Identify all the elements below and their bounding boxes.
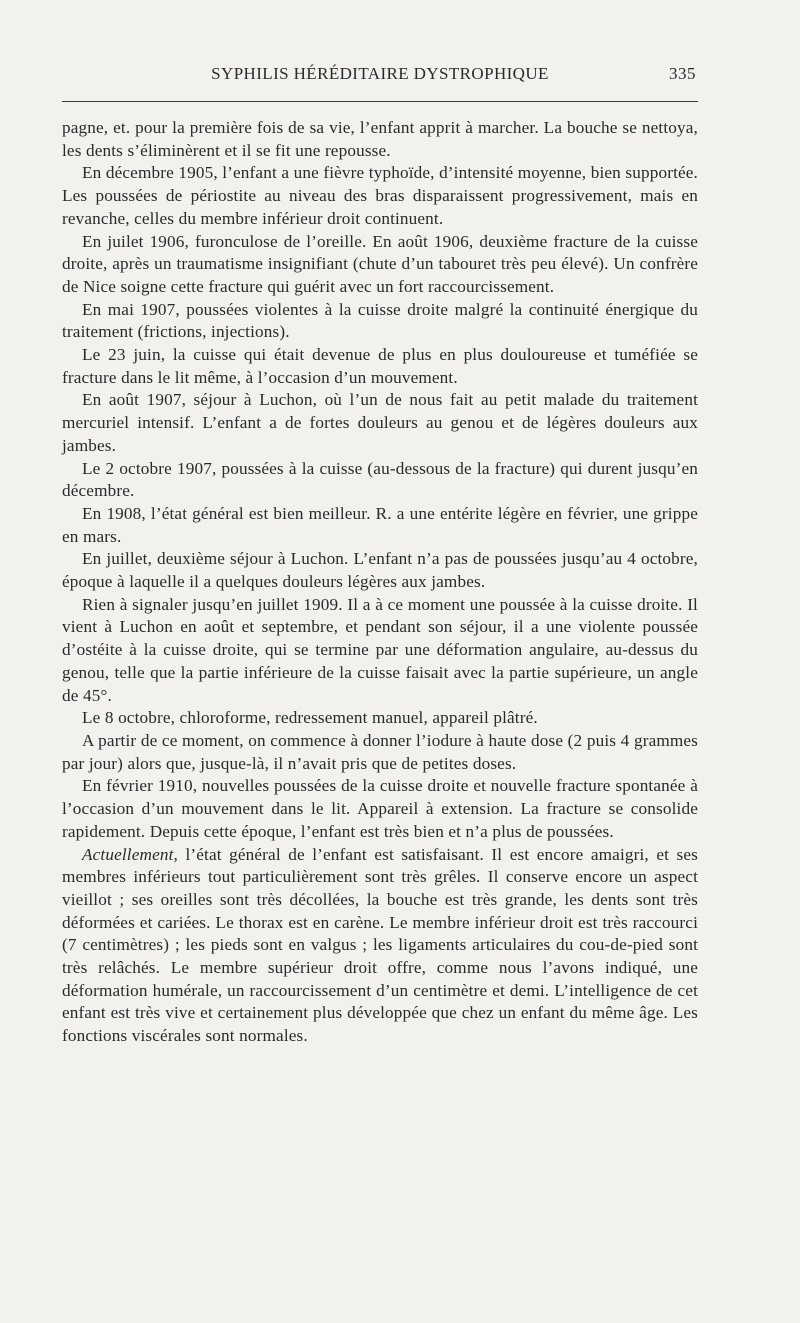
paragraph: En mai 1907, poussées violentes à la cuisse droite malgré la continuité énergique du traitement (frictions, injections).: [62, 299, 698, 342]
paragraph: Le 8 octobre, chloroforme, redressement manuel, appareil plâtré.: [82, 708, 538, 728]
paragraph: Le 23 juin, la cuisse qui était devenue de plus en plus douloureuse et tuméfiée se fracture dans le lit même, à l’occasion d’un mouvement.: [62, 345, 698, 387]
paragraph-rest: l’état général de l’enfant est satisfaisant. Il est encore amaigri, et ses membres inférieurs tout particulièrement sont très grêles. Il conserve encore un aspect vieillot ; ses oreilles sont très décollées, la bouche est très grande, les dents sont très déformées et cariées. Le thorax est en carène. Le membre inférieur droit est très raccourci (7 centimètres) ; les pieds sont en valgus ; les ligaments articulaires du cou-de-pied sont très relâchés. Le membre supérieur droit offre, comme nous l’avons indiqué, une déformation humérale, un raccourcissement d’un centimètre et demi. L’intelligence de cet enfant est très vive et certainement plus développée que chez un enfant du même âge. Les fonctions viscérales sont normales.: [62, 844, 698, 1046]
page-number: 335: [669, 64, 696, 83]
paragraph: Le 2 octobre 1907, poussées à la cuisse (au-dessous de la fracture) qui durent jusqu’en décembre.: [62, 458, 698, 501]
paragraph-lead: Actuellement,: [82, 844, 178, 864]
paragraph: En août 1907, séjour à Luchon, où l’un de nous fait au petit malade du traitement mercuriel intensif. L’enfant a de fortes douleurs au genou et de légères douleurs aux jambes.: [62, 390, 698, 455]
paragraph: En juillet, deuxième séjour à Luchon. L’enfant n’a pas de poussées jusqu’au 4 octobre, époque à laquelle il a quelques douleurs légères aux jambes.: [62, 549, 698, 592]
paragraph: En décembre 1905, l’enfant a une fièvre typhoïde, d’intensité moyenne, bien supportée. Les poussées de périostite au niveau des bras disparaissent progressivement, mais en revanche, celles du membre inférieur droit continuent.: [62, 163, 698, 228]
paragraph: En juilet 1906, furonculose de l’oreille. En août 1906, deuxième fracture de la cuisse droite, après un traumatisme insignifiant (chute d’un tabouret très peu élevé). Un confrère de Nice soigne cette fracture qui guérit avec un fort raccourcissement.: [62, 231, 698, 296]
paragraph: pagne, et. pour la première fois de sa vie, l’enfant apprit à marcher. La bouche se nettoya, les dents s’éliminèrent et il se fit une repousse.: [62, 118, 698, 160]
running-header: [62, 62, 698, 90]
header-rule: [62, 101, 698, 102]
body-text: [62, 117, 698, 1048]
final-paragraph: [62, 844, 698, 1048]
paragraph: En février 1910, nouvelles poussées de la cuisse droite et nouvelle fracture spontanée à l’occasion d’un mouvement dans le lit. Appareil à extension. La fracture se consolide rapidement. Depuis cette époque, l’enfant est très bien et n’a plus de poussées.: [62, 776, 698, 841]
paragraph: En 1908, l’état général est bien meilleur. R. a une entérite légère en février, une grippe en mars.: [62, 503, 698, 546]
paragraph: A partir de ce moment, on commence à donner l’iodure à haute dose (2 puis 4 grammes par jour) alors que, jusque-là, il n’avait pris que de petites doses.: [62, 730, 698, 773]
running-title: SYPHILIS HÉRÉDITAIRE DYSTROPHIQUE: [211, 64, 549, 83]
paragraph: Rien à signaler jusqu’en juillet 1909. Il a à ce moment une poussée à la cuisse droite. Il vient à Luchon en août et septembre, et pendant son séjour, il a une violente poussée d’ostéite à la cuisse droite, qui se termine par une déformation angulaire, au-dessus du genou, telle que la partie inférieure de la cuisse faisait avec la partie supérieure, un angle de 45°.: [62, 594, 698, 705]
